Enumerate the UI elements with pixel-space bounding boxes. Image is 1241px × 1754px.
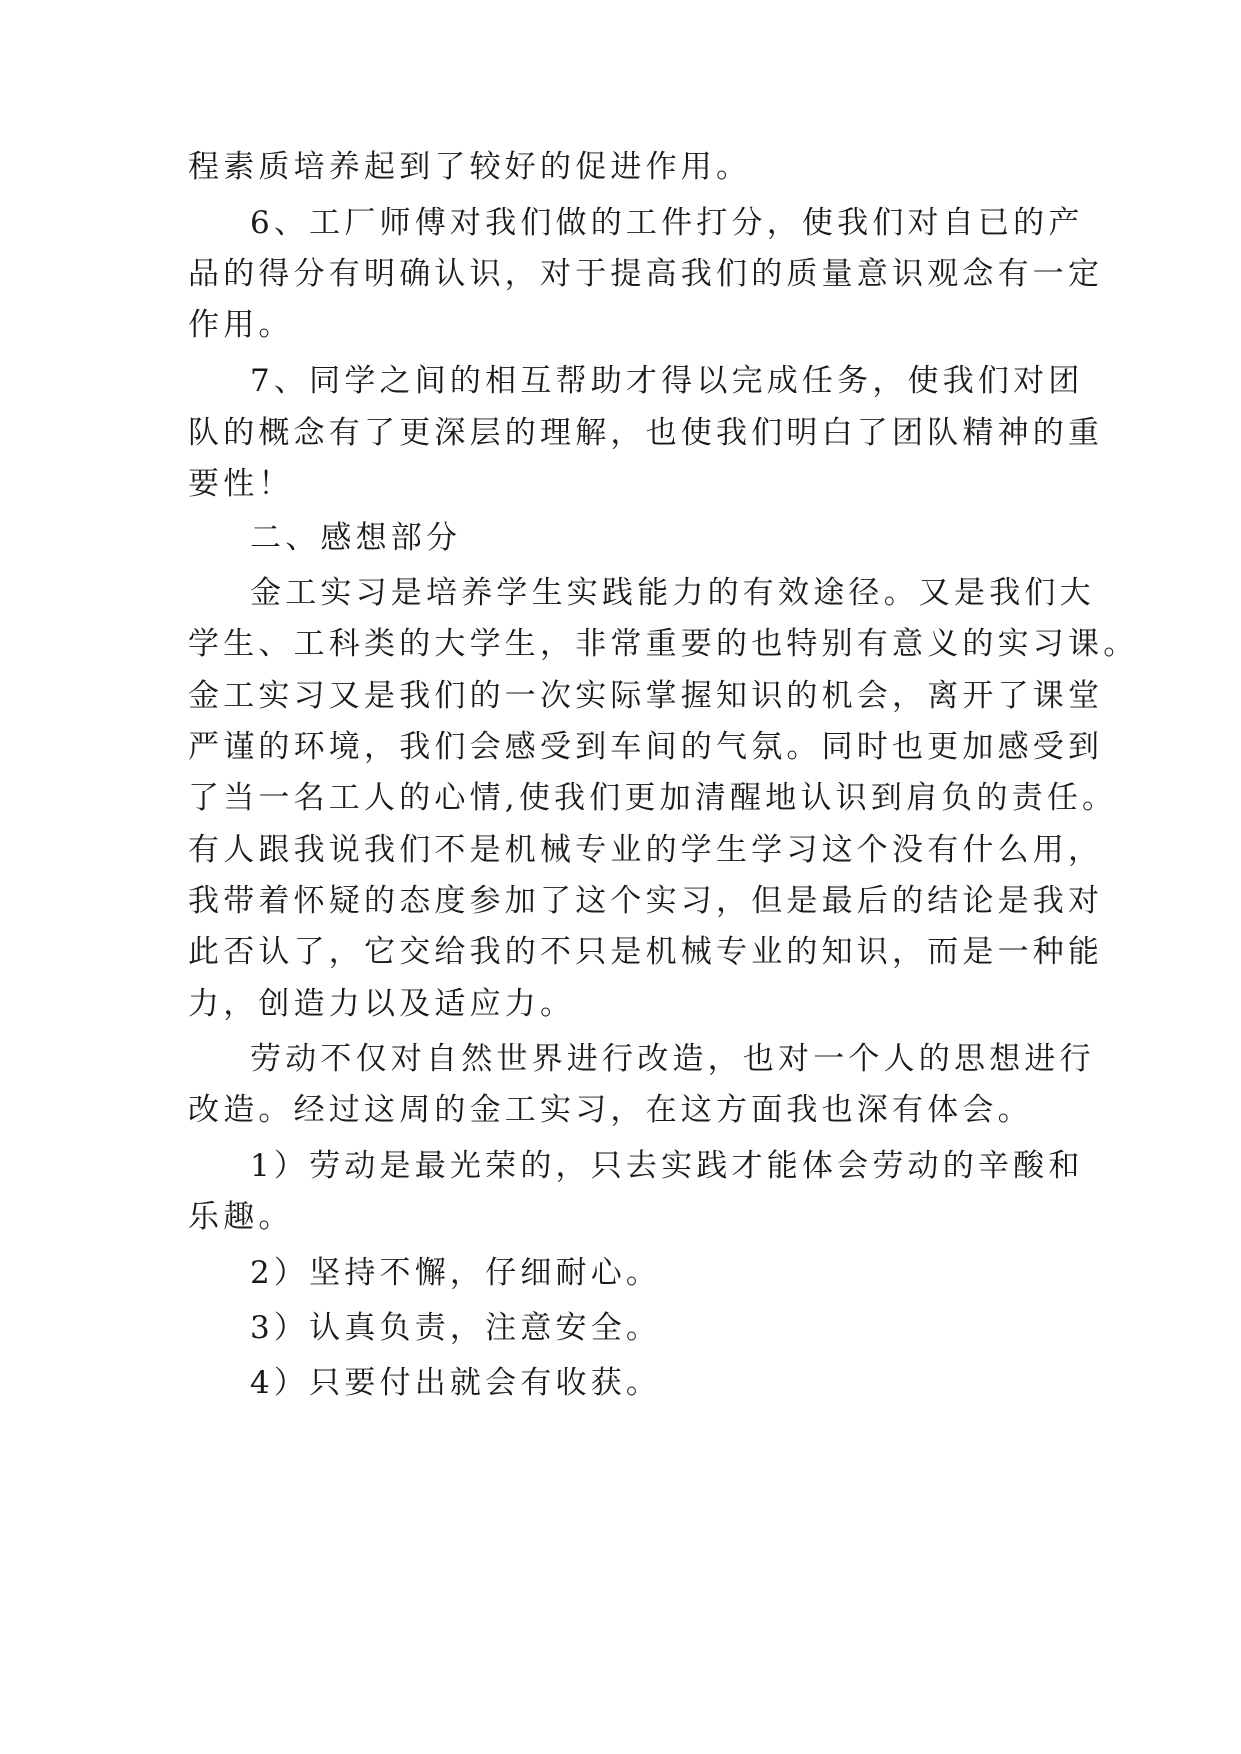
text-line: 我带着怀疑的态度参加了这个实习，但是最后的结论是我对 <box>188 883 1104 919</box>
text-line: 改造。经过这周的金工实习，在这方面我也深有体会。 <box>188 1092 1033 1128</box>
text-line: 2）坚持不懈，仔细耐心。 <box>250 1255 662 1291</box>
text-line: 队的概念有了更深层的理解，也使我们明白了团队精神的重 <box>188 415 1104 451</box>
text-line: 作用。 <box>188 307 294 343</box>
text-line: 此否认了，它交给我的不只是机械专业的知识，而是一种能 <box>188 934 1104 970</box>
text-line: 学生、工科类的大学生，非常重要的也特别有意义的实习课。 <box>188 626 1139 662</box>
text-line: 4）只要付出就会有收获。 <box>250 1365 662 1401</box>
text-line: 7、同学之间的相互帮助才得以完成任务，使我们对团 <box>250 363 1084 399</box>
text-line: 乐趣。 <box>188 1199 294 1235</box>
text-line: 了当一名工人的心情,使我们更加清醒地认识到肩负的责任。 <box>188 780 1118 816</box>
text-line: 1）劳动是最光荣的，只去实践才能体会劳动的辛酸和 <box>250 1148 1084 1184</box>
text-line: 要性！ <box>188 466 294 502</box>
text-line: 3）认真负责，注意安全。 <box>250 1310 662 1346</box>
text-line: 金工实习又是我们的一次实际掌握知识的机会，离开了课堂 <box>188 678 1104 714</box>
text-line: 金工实习是培养学生实践能力的有效途径。又是我们大 <box>250 575 1095 611</box>
text-line: 6、工厂师傅对我们做的工件打分，使我们对自已的产 <box>250 205 1084 241</box>
section-heading: 二、感想部分 <box>250 520 462 556</box>
text-line: 品的得分有明确认识，对于提高我们的质量意识观念有一定 <box>188 256 1104 292</box>
text-line: 严谨的环境，我们会感受到车间的气氛。同时也更加感受到 <box>188 729 1104 765</box>
text-line: 劳动不仅对自然世界进行改造，也对一个人的思想进行 <box>250 1041 1095 1077</box>
text-line: 有人跟我说我们不是机械专业的学生学习这个没有什么用， <box>188 832 1104 868</box>
text-line: 力，创造力以及适应力。 <box>188 986 576 1022</box>
text-line: 程素质培养起到了较好的促进作用。 <box>188 149 752 185</box>
